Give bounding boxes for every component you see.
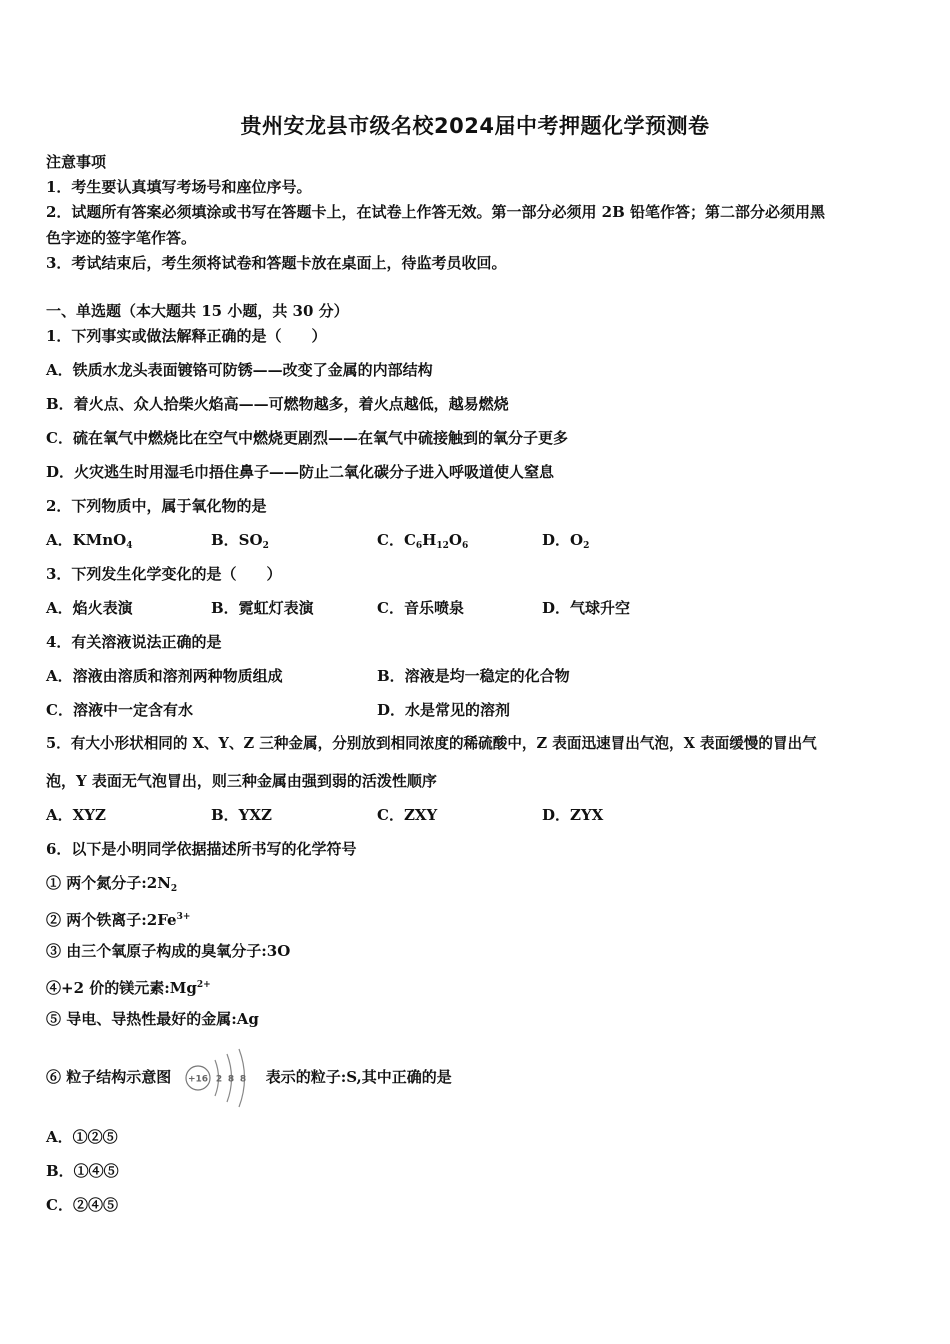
q3-option-a: A．焰火表演 — [46, 599, 133, 617]
shell-electrons-2: 8 — [228, 1074, 235, 1085]
section-heading: 一、单选题（本大题共 15 小题，共 30 分） — [46, 302, 349, 320]
shell-electrons-3: 8 — [240, 1074, 247, 1085]
page-title: 贵州安龙县市级名校2024届中考押题化学预测卷 — [240, 114, 710, 138]
q1-option-a: A．铁质水龙头表面镀铬可防锈——改变了金属的内部结构 — [46, 361, 433, 379]
q6-item-5: ⑤ 导电、导热性最好的金属:Ag — [46, 1010, 259, 1028]
q6-item-4: ④+2 价的镁元素$:Mg^{2+}$ — [46, 979, 211, 997]
notice-item-1: 1．考生要认真填写考场号和座位序号。 — [46, 178, 312, 196]
q2-option-b: B．$SO_2$ — [211, 531, 269, 551]
q6-item-6: ⑥ 粒子结构示意图 +16 2 8 8 表示的粒子:S,其中正确的是 — [46, 1044, 452, 1110]
q6-item-3: ③ 由三个氧原子构成的臭氧分子:3O — [46, 942, 291, 960]
q6-item-1: ① 两个氮分子$:2N_2$ — [46, 874, 178, 894]
q1-option-d: D．火灾逃生时用湿毛巾捂住鼻子——防止二氧化碳分子进入呼吸道使人窒息 — [46, 463, 555, 481]
notice-item-3: 3．考试结束后，考生须将试卷和答题卡放在桌面上，待监考员收回。 — [46, 254, 507, 272]
q4-option-a: A．溶液由溶质和溶剂两种物质组成 — [46, 667, 283, 685]
q4-option-d: D．水是常见的溶剂 — [377, 701, 511, 719]
q1-stem: 1．下列事实或做法解释正确的是（ ） — [46, 327, 327, 345]
q6-option-a: A．①②⑤ — [46, 1128, 118, 1146]
q1-option-c: C．硫在氧气中燃烧比在空气中燃烧更剧烈——在氧气中硫接触到的氧分子更多 — [46, 429, 568, 447]
atom-structure-diagram — [182, 1045, 254, 1111]
q4-stem: 4．有关溶液说法正确的是 — [46, 633, 222, 651]
notice-heading: 注意事项 — [46, 153, 107, 171]
q4-option-c: C．溶液中一定含有水 — [46, 701, 193, 719]
q2-option-c: C．$C_6H_{12}O_6$ — [377, 531, 469, 551]
q3-option-c: C．音乐喷泉 — [377, 599, 464, 617]
nucleus-charge: +16 — [188, 1074, 209, 1085]
q3-option-b: B．霓虹灯表演 — [211, 599, 314, 617]
q6-item-2: ② 两个铁离子$:2Fe^{3+}$ — [46, 911, 191, 929]
q3-option-d: D．气球升空 — [542, 599, 631, 617]
notice-item-2-cont: 色字迹的签字笔作答。 — [46, 229, 197, 247]
notice-item-2: 2．试题所有答案必须填涂或书写在答题卡上，在试卷上作答无效。第一部分必须用 2B 铅笔作答；第二部分必须用黑 — [46, 203, 826, 221]
shell-electrons-1: 2 — [216, 1074, 223, 1085]
q5-stem-cont: 泡，Y 表面无气泡冒出，则三种金属由强到弱的活泼性顺序 — [46, 772, 437, 790]
q5-option-a: A．XYZ — [46, 806, 106, 824]
q2-option-d: D．$O_2$ — [542, 531, 590, 551]
q4-option-b: B．溶液是均一稳定的化合物 — [377, 667, 570, 685]
q2-option-a: A．KMnO$_4$ — [46, 531, 133, 551]
q5-stem: 5．有大小形状相同的 X、Y、Z 三种金属，分别放到相同浓度的稀硫酸中，Z 表面迅速冒出气泡，X 表面缓慢的冒出气 — [46, 735, 817, 752]
q1-option-b: B．着火点、众人拾柴火焰高——可燃物越多，着火点越低，越易燃烧 — [46, 395, 509, 413]
q3-stem: 3．下列发生化学变化的是（ ） — [46, 565, 282, 583]
q2-stem: 2．下列物质中，属于氧化物的是 — [46, 497, 267, 515]
q5-option-c: C．ZXY — [377, 806, 438, 824]
q5-option-b: B．YXZ — [211, 806, 272, 824]
q6-option-b: B．①④⑤ — [46, 1162, 119, 1180]
q6-stem: 6．以下是小明同学依据描述所书写的化学符号 — [46, 840, 357, 858]
q6-option-c: C．②④⑤ — [46, 1196, 118, 1214]
q5-option-d: D．ZYX — [542, 806, 604, 824]
